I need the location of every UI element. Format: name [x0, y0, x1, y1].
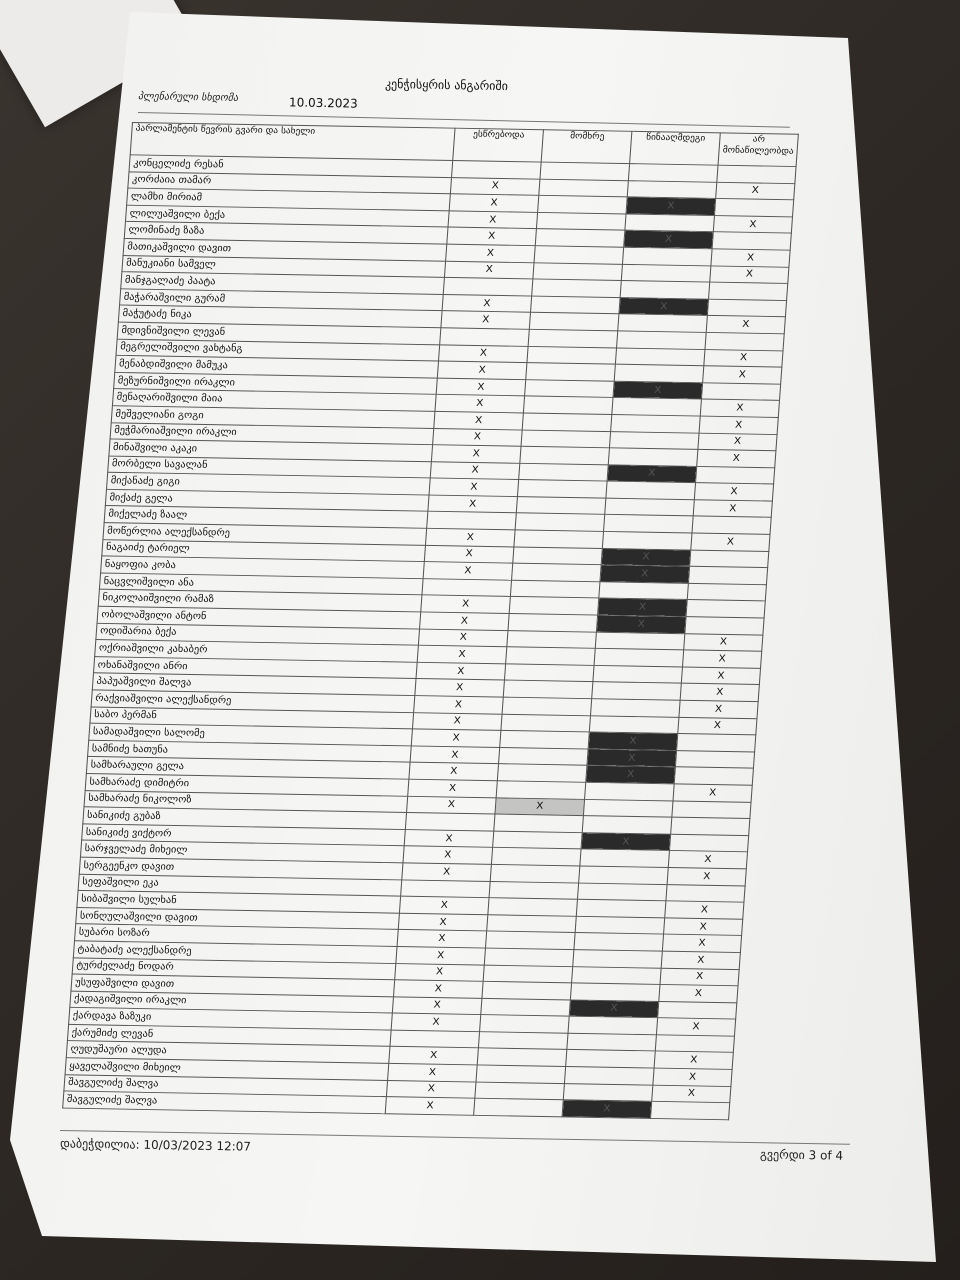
vote-for-cell [533, 262, 623, 280]
vote-for-cell [478, 1032, 568, 1050]
vote-against-cell [582, 816, 672, 834]
vote-against-cell: X [626, 197, 716, 215]
member-name-cell: ოხანაშვილი ანრი [93, 656, 417, 678]
vote-abstain-cell [709, 282, 788, 300]
session-label: პლენარული სხდომა [137, 91, 239, 104]
member-name-cell: ნიკოლაიშვილი რამაზ [98, 590, 422, 612]
vote-abstain-cell [707, 299, 786, 317]
vote-for-cell: X [495, 797, 585, 815]
vote-abstain-cell: X [660, 968, 739, 986]
vote-present-cell: X [421, 595, 511, 613]
vote-abstain-cell: X [662, 934, 741, 952]
vote-for-cell [502, 697, 592, 715]
vote-for-cell [500, 731, 590, 749]
member-name-cell: რაქვიაშვილი ალექსანდრე [91, 690, 415, 712]
vote-for-cell [476, 1065, 566, 1083]
header-for: მომხრე [541, 130, 632, 164]
vote-present-cell: X [394, 980, 484, 998]
member-name-cell: ლილუაშვილი ბექა [125, 205, 449, 227]
vote-for-cell [493, 831, 583, 849]
vote-for-cell [487, 914, 577, 932]
vote-present-cell: X [412, 712, 502, 730]
vote-against-cell [585, 782, 675, 800]
vote-abstain-cell [696, 466, 775, 484]
vote-for-cell [519, 463, 609, 481]
vote-against-cell [618, 314, 708, 332]
vote-for-cell [494, 814, 584, 832]
vote-against-cell [580, 849, 670, 867]
vote-against-cell [576, 899, 666, 917]
member-name-cell: მაჭუტაძე ნიკა [118, 305, 442, 327]
vote-abstain-cell: X [673, 784, 752, 802]
vote-present-cell: X [414, 696, 504, 714]
vote-against-cell: X [600, 565, 690, 583]
vote-against-cell [611, 414, 701, 432]
vote-present-cell: X [392, 997, 482, 1015]
vote-present-cell: X [385, 1097, 475, 1115]
vote-abstain-cell [687, 583, 766, 601]
vote-against-cell [614, 364, 704, 382]
vote-for-cell [508, 614, 598, 632]
vote-for-cell [530, 296, 620, 314]
vote-abstain-cell: X [679, 700, 758, 718]
vote-against-cell [602, 531, 692, 549]
member-name-cell: სამხარაული გელა [86, 757, 410, 779]
vote-against-cell [570, 983, 660, 1001]
vote-for-cell [482, 981, 572, 999]
vote-present-cell: X [408, 779, 498, 797]
vote-abstain-cell [666, 884, 745, 902]
vote-present-cell: X [433, 428, 523, 446]
vote-present-cell: X [402, 863, 492, 881]
vote-present-cell: X [396, 946, 486, 964]
vote-abstain-cell: X [716, 182, 795, 200]
member-name-cell: ქარუმიძე ლევან [67, 1024, 391, 1046]
vote-against-cell [625, 214, 715, 232]
vote-for-cell [491, 848, 581, 866]
printed-timestamp: დაბეჭდილია: 10/03/2023 12:07 [59, 1136, 252, 1154]
member-name-cell: კორძაია თამარ [128, 172, 452, 194]
vote-abstain-cell [714, 199, 793, 217]
vote-abstain-cell [717, 165, 796, 183]
vote-present-cell: X [439, 344, 529, 362]
vote-abstain-cell [686, 600, 765, 618]
vote-for-cell [539, 179, 629, 197]
vote-present-cell: X [416, 662, 506, 680]
vote-abstain-cell: X [668, 851, 747, 869]
vote-abstain-cell: X [682, 650, 761, 668]
vote-present-cell [452, 160, 542, 178]
vote-against-cell [606, 481, 696, 499]
vote-for-cell [503, 680, 593, 698]
vote-against-cell [595, 632, 685, 650]
vote-for-cell [516, 496, 606, 514]
member-name-cell: შავგულიძე შალვა [64, 1074, 388, 1096]
vote-against-cell: X [587, 749, 677, 767]
vote-against-cell: X [588, 732, 678, 750]
vote-present-cell: X [417, 645, 507, 663]
vote-abstain-cell [688, 566, 767, 584]
vote-present-cell: X [420, 612, 510, 630]
vote-abstain-cell: X [691, 533, 770, 551]
vote-for-cell [523, 396, 613, 414]
vote-for-cell [514, 530, 604, 548]
member-name-cell: მენაბდიშვილი მამუკა [115, 355, 439, 377]
vote-against-cell: X [596, 615, 686, 633]
vote-for-cell [513, 547, 603, 565]
vote-abstain-cell [674, 767, 753, 785]
vote-table [62, 122, 799, 1120]
vote-present-cell: X [437, 361, 527, 379]
vote-against-cell: X [598, 598, 688, 616]
vote-present-cell: X [434, 411, 524, 429]
vote-present-cell [440, 328, 530, 346]
vote-abstain-cell [690, 550, 769, 568]
vote-abstain-cell [685, 617, 764, 635]
member-name-cell: ოდიშარია ბექა [96, 623, 420, 645]
vote-present-cell: X [399, 896, 489, 914]
member-name-cell: ლამხი მირიამ [127, 188, 451, 210]
member-name-cell: ობოლაშვილი ანტონ [97, 606, 421, 628]
member-name-cell: სერგეენკო დავით [79, 857, 403, 879]
vote-present-cell: X [415, 679, 505, 697]
vote-present-cell: X [407, 796, 497, 814]
vote-against-cell: X [619, 297, 709, 315]
vote-against-cell: X [586, 766, 676, 784]
member-name-cell: მეშველიანი გოგი [111, 406, 435, 428]
vote-against-cell [628, 164, 718, 182]
member-name-cell: მეზურნიშვილი ირაკლი [114, 372, 438, 394]
vote-abstain-cell: X [710, 265, 789, 283]
vote-against-cell [567, 1033, 657, 1051]
vote-abstain-cell: X [680, 684, 759, 702]
vote-present-cell: X [436, 378, 526, 396]
vote-for-cell [483, 965, 573, 983]
vote-for-cell [520, 446, 610, 464]
vote-abstain-cell [672, 801, 751, 819]
vote-abstain-cell [658, 1001, 737, 1019]
vote-present-cell: X [411, 729, 501, 747]
member-name-cell: სონღულაშვილი დავით [76, 907, 400, 929]
vote-abstain-cell: X [713, 215, 792, 233]
member-name-cell: სარჯველაძე მიხეილ [80, 840, 404, 862]
vote-for-cell [526, 363, 616, 381]
vote-abstain-cell: X [684, 633, 763, 651]
vote-present-cell: X [431, 445, 521, 463]
vote-for-cell [527, 346, 617, 364]
member-name-cell: მინაშვილი აკაკი [109, 439, 433, 461]
vote-present-cell: X [410, 746, 500, 764]
vote-for-cell [528, 329, 618, 347]
document-title: კენჭისყრის ანგარიში [384, 76, 509, 94]
vote-for-cell [474, 1098, 564, 1116]
vote-for-cell [497, 764, 587, 782]
page-number: გვერდი 3 of 4 [759, 1147, 844, 1163]
member-name-cell: ყაველაშვილი მიხეილ [65, 1058, 389, 1080]
member-name-cell: სეფაშვილი ეკა [78, 874, 402, 896]
vote-for-cell [517, 480, 607, 498]
vote-abstain-cell: X [665, 901, 744, 919]
member-name-cell: მდივნიშვილი ლევან [117, 322, 441, 344]
vote-against-cell [574, 933, 664, 951]
vote-abstain-cell: X [693, 500, 772, 518]
vote-against-cell [592, 682, 682, 700]
vote-table-body [63, 155, 796, 1120]
vote-against-cell [593, 665, 683, 683]
member-name-cell: მიქაძე გელა [105, 489, 429, 511]
vote-present-cell [390, 1030, 480, 1048]
vote-against-cell [575, 916, 665, 934]
vote-for-cell [512, 563, 602, 581]
member-name-cell: მანუკიანი სამველ [122, 255, 446, 277]
vote-against-cell [612, 398, 702, 416]
member-name-cell: ნაგაიძე ტარიელ [102, 539, 426, 561]
vote-abstain-cell [677, 734, 756, 752]
header-present: ესწრებოდა [453, 128, 544, 162]
vote-abstain-cell: X [704, 349, 783, 367]
vote-for-cell [532, 279, 622, 297]
vote-for-cell [506, 647, 596, 665]
member-name-cell: მათიკაშვილი დავით [123, 238, 447, 260]
vote-abstain-cell: X [703, 366, 782, 384]
vote-present-cell: X [429, 478, 519, 496]
member-name-cell: სუბარი სოზარ [75, 924, 399, 946]
header-member-name: პარლამენტის წევრის გვარი და სახელი [130, 122, 455, 160]
vote-for-cell [525, 379, 615, 397]
header-against: წინააღმდეგი [630, 131, 721, 165]
session-date: 10.03.2023 [288, 95, 358, 111]
vote-present-cell: X [435, 395, 525, 413]
member-name-cell: მენაღარიშვილი მაია [112, 389, 436, 411]
member-name-cell: სანიკიძე ვიქტორ [82, 824, 406, 846]
vote-present-cell: X [441, 311, 531, 329]
vote-abstain-cell: X [697, 449, 776, 467]
vote-against-cell [620, 281, 710, 299]
vote-abstain-cell [712, 232, 791, 250]
member-name-cell: მოწერლია ალექსანდრე [103, 523, 427, 545]
vote-against-cell [617, 331, 707, 349]
vote-for-cell [477, 1048, 567, 1066]
vote-against-cell [563, 1083, 653, 1101]
vote-for-cell [475, 1082, 565, 1100]
vote-for-cell [529, 313, 619, 331]
vote-against-cell: X [601, 548, 691, 566]
member-name-cell: სამნიძე ხათუნა [88, 740, 412, 762]
vote-present-cell: X [448, 211, 538, 229]
vote-abstain-cell [675, 750, 754, 768]
vote-abstain-cell [651, 1102, 730, 1120]
vote-abstain-cell: X [711, 249, 790, 267]
member-name-cell: შავგულიძე შალვა [63, 1091, 387, 1113]
vote-abstain-cell: X [667, 867, 746, 885]
vote-against-cell [564, 1067, 654, 1085]
vote-present-cell: X [391, 1013, 481, 1031]
member-name-cell: სანიკიძე გუბაზ [83, 807, 407, 829]
vote-abstain-cell [705, 332, 784, 350]
vote-for-cell [496, 781, 586, 799]
vote-against-cell: X [624, 230, 714, 248]
vote-against-cell [604, 515, 694, 533]
member-name-cell: მაჭარაშვილი გურამ [120, 289, 444, 311]
vote-abstain-cell: X [681, 667, 760, 685]
vote-for-cell [521, 430, 611, 448]
vote-present-cell: X [430, 461, 520, 479]
vote-for-cell [504, 664, 594, 682]
vote-present-cell [422, 579, 512, 597]
vote-against-cell [599, 582, 689, 600]
vote-for-cell [481, 998, 571, 1016]
vote-present-cell: X [388, 1063, 478, 1081]
vote-present-cell: X [424, 545, 514, 563]
member-name-cell: საბო პერმან [90, 707, 414, 729]
vote-abstain-cell: X [664, 918, 743, 936]
vote-abstain-cell: X [678, 717, 757, 735]
vote-against-cell [615, 348, 705, 366]
vote-for-cell [509, 597, 599, 615]
vote-for-cell [535, 229, 625, 247]
vote-against-cell [605, 498, 695, 516]
vote-abstain-cell [655, 1035, 734, 1053]
vote-against-cell [573, 950, 663, 968]
vote-abstain-cell [669, 834, 748, 852]
vote-for-cell [507, 630, 597, 648]
vote-abstain-cell: X [706, 316, 785, 334]
header-abstain: არ მონაწილეობდა [718, 133, 798, 167]
vote-for-cell [490, 864, 580, 882]
vote-for-cell [538, 195, 628, 213]
vote-present-cell: X [447, 227, 537, 245]
member-name-cell: უსუფაშვილი დავით [71, 974, 395, 996]
vote-against-cell: X [613, 381, 703, 399]
vote-present-cell [427, 512, 517, 530]
vote-present-cell: X [450, 177, 540, 195]
vote-present-cell: X [442, 294, 532, 312]
vote-abstain-cell: X [652, 1085, 731, 1103]
vote-against-cell: X [569, 1000, 659, 1018]
vote-against-cell [594, 649, 684, 667]
vote-for-cell [485, 931, 575, 949]
member-name-cell: სამადაშვილი სალომე [89, 723, 413, 745]
member-name-cell: მორბელი სავალან [108, 456, 432, 478]
vote-abstain-cell: X [654, 1051, 733, 1069]
vote-abstain-cell: X [694, 483, 773, 501]
vote-abstain-cell: X [700, 399, 779, 417]
member-name-cell: პაპუაშვილი შალვა [92, 673, 416, 695]
vote-for-cell [515, 513, 605, 531]
member-name-cell: ქარდავა ზაზუკი [69, 1008, 393, 1030]
member-name-cell: კონცელიძე რესან [129, 155, 453, 177]
vote-abstain-cell [701, 383, 780, 401]
vote-for-cell [484, 948, 574, 966]
member-name-cell: ნაყოფია კობა [101, 556, 425, 578]
vote-present-cell: X [425, 528, 515, 546]
vote-abstain-cell: X [653, 1068, 732, 1086]
vote-for-cell [522, 413, 612, 431]
member-name-cell: ლომინაძე ზაზა [124, 222, 448, 244]
vote-present-cell: X [409, 762, 499, 780]
vote-present-cell: X [446, 244, 536, 262]
vote-against-cell [627, 180, 717, 198]
vote-against-cell: X [607, 465, 697, 483]
vote-abstain-cell: X [656, 1018, 735, 1036]
vote-for-cell [510, 580, 600, 598]
vote-abstain-cell [671, 817, 750, 835]
vote-against-cell [572, 966, 662, 984]
member-name-cell: ღუდუშაური ალუდა [66, 1041, 390, 1063]
vote-present-cell: X [423, 562, 513, 580]
vote-present-cell [443, 278, 533, 296]
vote-abstain-cell: X [698, 433, 777, 451]
vote-for-cell [536, 212, 626, 230]
vote-present-cell: X [389, 1047, 479, 1065]
vote-for-cell [499, 747, 589, 765]
vote-for-cell [480, 1015, 570, 1033]
member-name-cell: მეგრელიშვილი ვახტანგ [116, 339, 440, 361]
vote-against-cell [589, 715, 679, 733]
vote-against-cell: X [562, 1100, 652, 1118]
vote-against-cell [609, 431, 699, 449]
vote-for-cell [489, 881, 579, 899]
vote-present-cell: X [386, 1080, 476, 1098]
vote-present-cell: X [403, 846, 493, 864]
vote-against-cell: X [581, 832, 671, 850]
member-name-cell: ქადაგიშვილი ირაკლი [70, 991, 394, 1013]
vote-present-cell [401, 879, 491, 897]
vote-present-cell: X [449, 194, 539, 212]
vote-present-cell: X [395, 963, 485, 981]
vote-against-cell [577, 883, 667, 901]
vote-present-cell: X [444, 261, 534, 279]
member-name-cell: მიქელაძე ზაალ [104, 506, 428, 528]
vote-for-cell [501, 714, 591, 732]
vote-abstain-cell [692, 516, 771, 534]
vote-against-cell [566, 1050, 656, 1068]
vote-present-cell [405, 813, 495, 831]
vote-present-cell: X [398, 913, 488, 931]
vote-against-cell [621, 264, 711, 282]
member-name-cell: მეჭმარიაშვილი ირაკლი [110, 422, 434, 444]
member-name-cell: მიქანაძე გიგი [107, 472, 431, 494]
vote-present-cell: X [428, 495, 518, 513]
vote-abstain-cell: X [659, 985, 738, 1003]
member-name-cell: მანჯგალაძე პაატა [121, 272, 445, 294]
member-name-cell: სამხარაძე ნიკოლოზ [84, 790, 408, 812]
vote-for-cell [534, 246, 624, 264]
member-name-cell: ოქრიაშვილი კახაბერ [95, 640, 419, 662]
member-name-cell: ტურძელაძე ნოდარ [72, 957, 396, 979]
vote-against-cell [579, 866, 669, 884]
member-name-cell: ნაცვლიშვილი ანა [99, 573, 423, 595]
member-name-cell: სიბაშვილი სულხან [77, 891, 401, 913]
vote-against-cell [568, 1016, 658, 1034]
vote-present-cell: X [397, 930, 487, 948]
member-name-cell: ტაბატაძე ალექსანდრე [73, 941, 397, 963]
vote-abstain-cell: X [699, 416, 778, 434]
vote-against-cell [622, 247, 712, 265]
vote-for-cell [488, 898, 578, 916]
vote-for-cell [540, 162, 630, 180]
vote-present-cell: X [404, 829, 494, 847]
vote-against-cell [583, 799, 673, 817]
member-name-cell: სამხარაძე დიმიტრი [85, 773, 409, 795]
vote-against-cell [591, 699, 681, 717]
vote-against-cell [608, 448, 698, 466]
vote-present-cell: X [418, 629, 508, 647]
vote-abstain-cell: X [661, 951, 740, 969]
